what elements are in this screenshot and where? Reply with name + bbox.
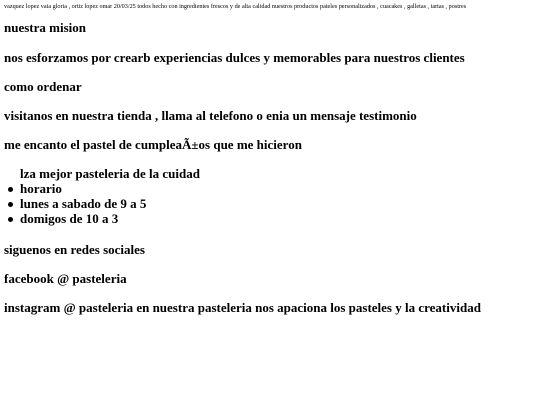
list-item: horario [4,181,200,196]
mision-heading: nuestra mision [4,20,86,35]
list-item: domigos de 10 a 3 [4,211,200,226]
intro-text: vazquez lopez vaia gloria , ortiz lopez omar 20/03/25 todos hecho con ingredientes frescos y de alta calidad nuestros productos pateles personalizados , cuacakes , galletas , tartas , postres [4,3,467,10]
redes-heading: siguenos en redes sociales [4,242,145,257]
list-item: lza mejor pasteleria de la cuidad [20,166,200,181]
ordenar-heading: como ordenar [4,79,82,94]
list-item: lunes a sabado de 9 a 5 [4,196,200,211]
info-list [4,166,200,226]
mision-text: nos esforzamos por crearb experiencias dulces y memorables para nuestros clientes [4,50,465,65]
ordenar-text: visitanos en nuestra tienda , llama al telefono o enia un mensaje testimonio [4,108,417,123]
facebook-text: facebook @ pasteleria [4,271,127,286]
instagram-text: instagram @ pasteleria en nuestra pasteleria nos apaciona los pasteles y la creatividad [4,300,481,315]
testimonio-text: me encanto el pastel de cumpleaÃ±os que me hicieron [4,137,302,152]
